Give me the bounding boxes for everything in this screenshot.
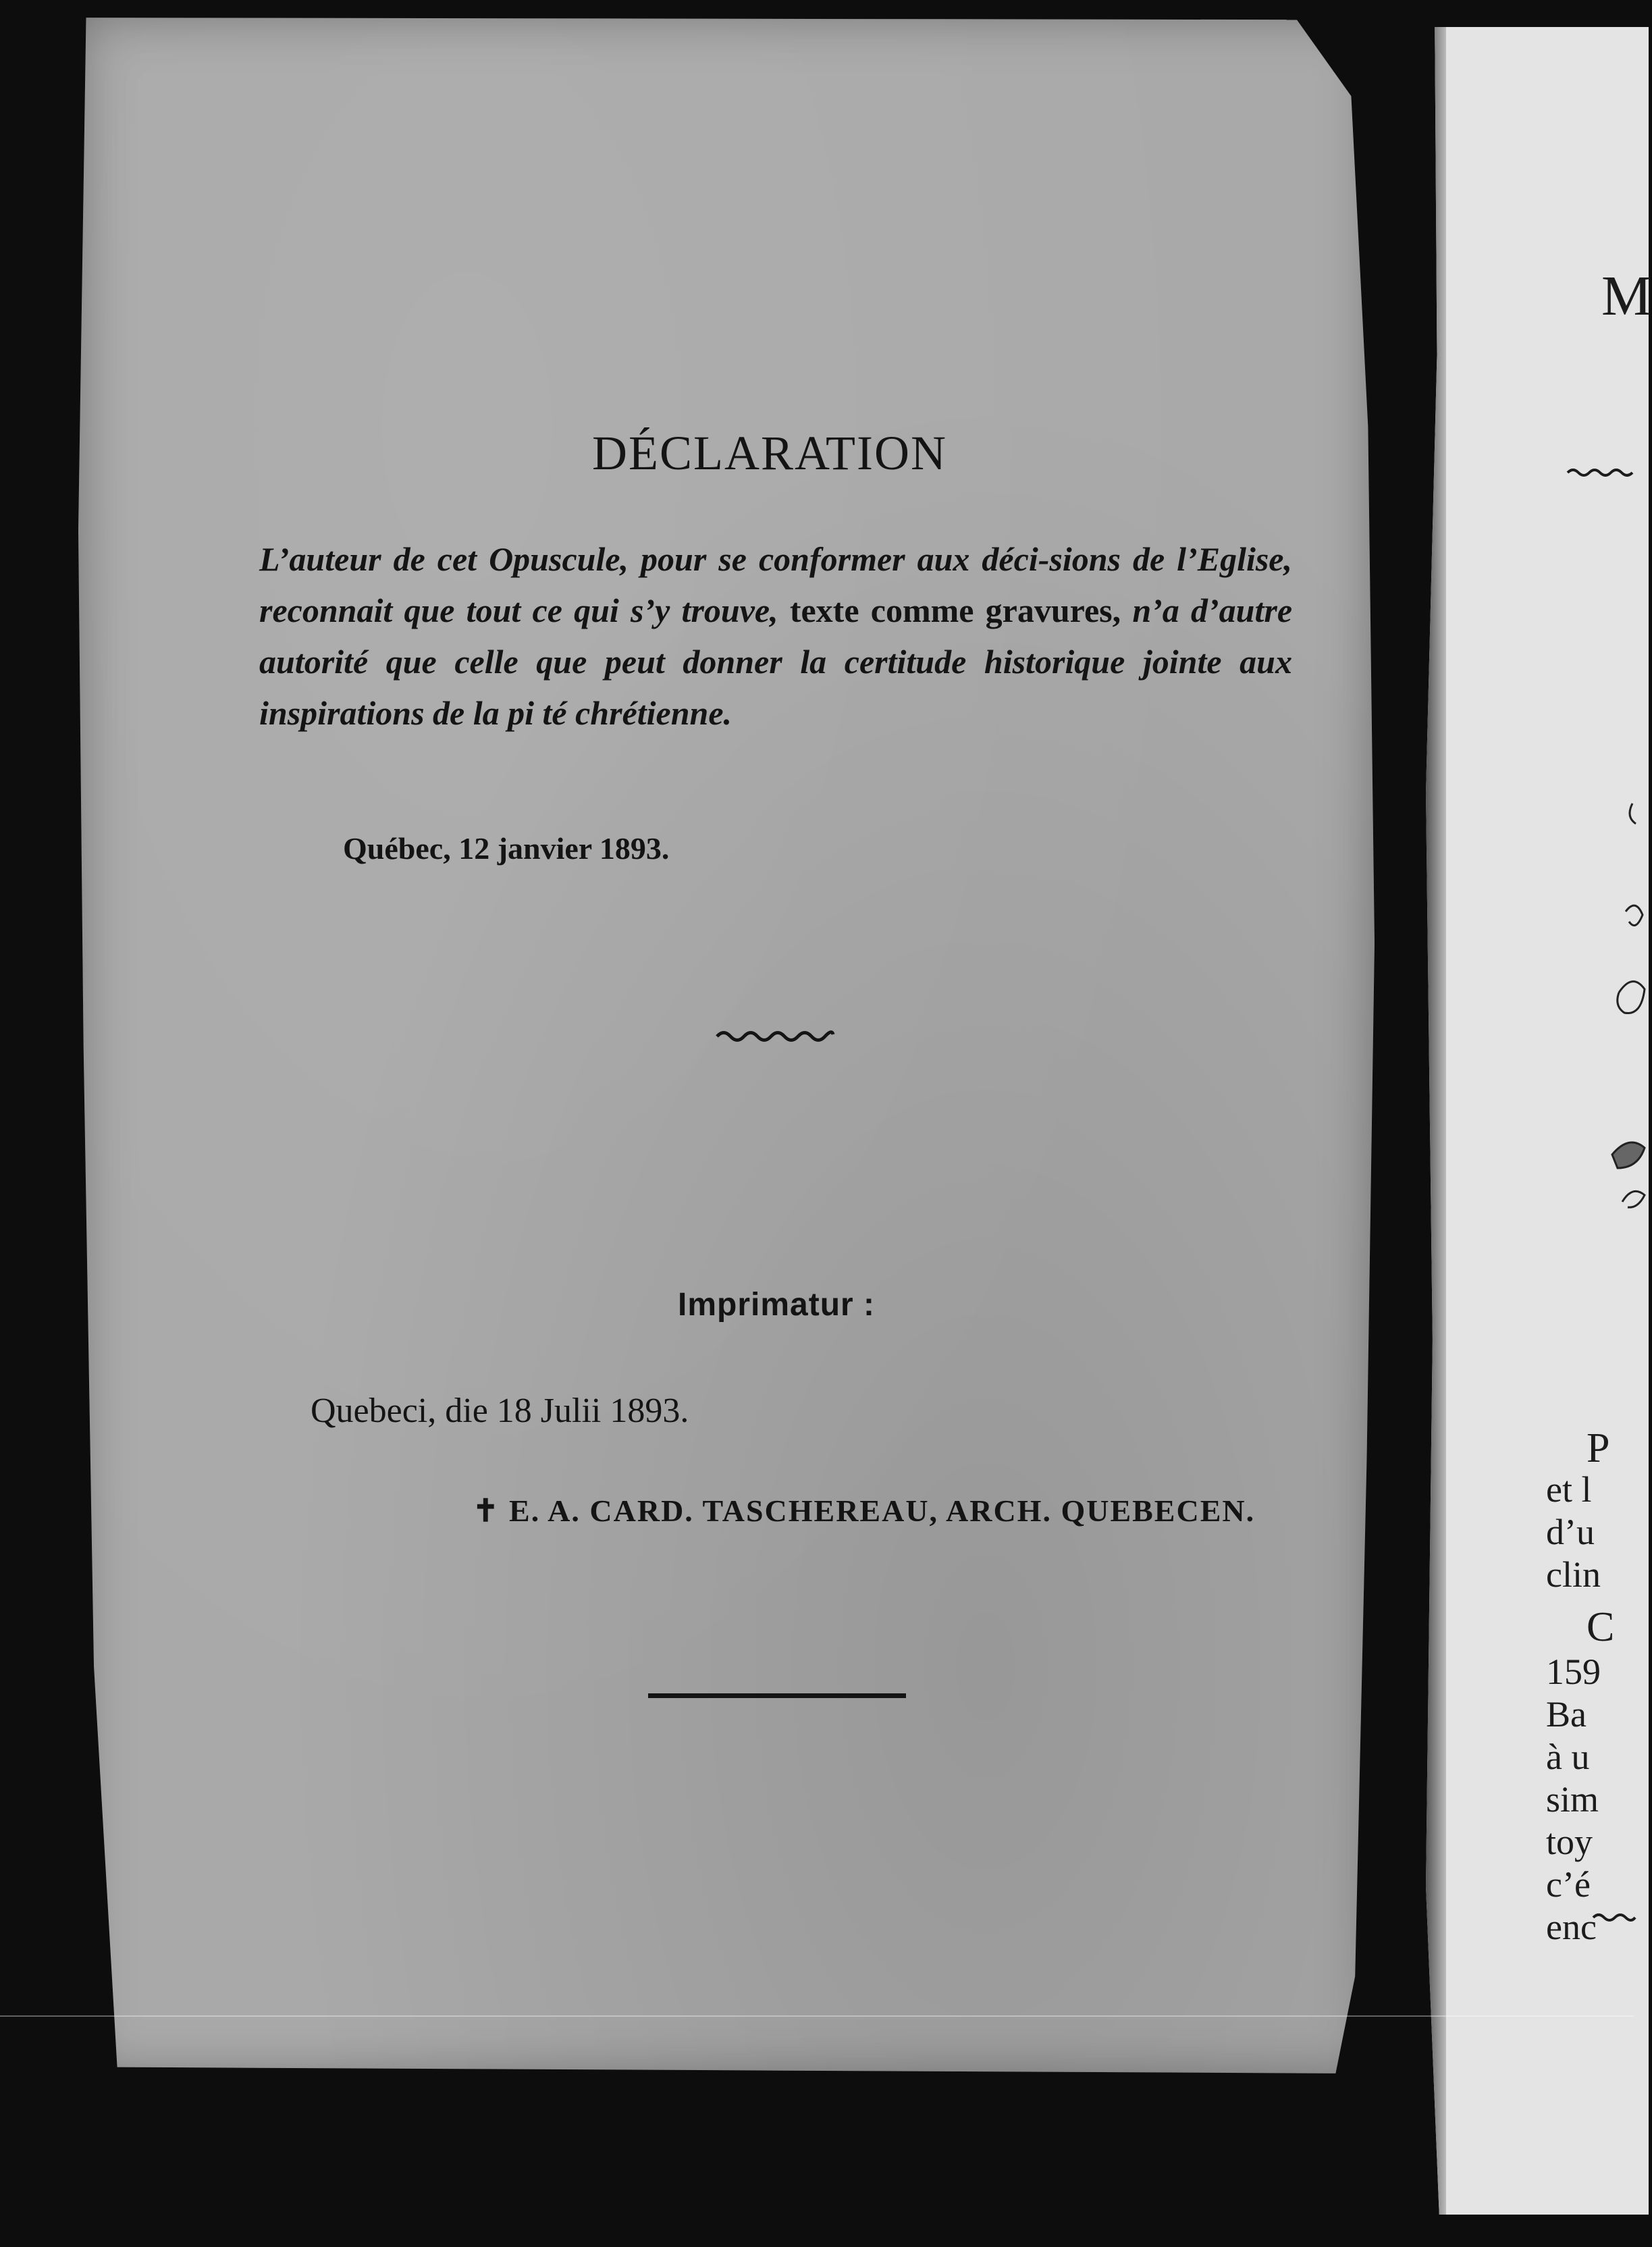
right-page-illustration-fragment (1605, 776, 1646, 1249)
fragment-line: Ba (1546, 1694, 1587, 1735)
declaration-text-part1: L’auteur de cet Opuscule, pour se conformer aux déci-sions de l’Eglise, reconnait que tout ce qui s’y trouve, (259, 540, 1292, 629)
fragment-line: et l (1546, 1469, 1592, 1510)
fragment-line: C (1587, 1604, 1615, 1650)
declaration-text-part3: n’a d’autre autorité que celle que peut donner la certitude historique jointe aux inspirations de la pi té chrétienne. (259, 591, 1293, 732)
imprimatur-label: Imprimatur : (677, 1287, 876, 1323)
declaration-date: Québec, 12 janvier 1893. (343, 831, 670, 866)
archbishop-signature: ✝ E. A. CARD. TASCHEREAU, ARCH. QUEBECEN. (473, 1493, 1256, 1528)
fragment-line: d’u (1546, 1512, 1595, 1552)
fragment-line: toy (1546, 1822, 1593, 1862)
fragment-line: P (1587, 1425, 1610, 1471)
scan-artifact-line (0, 2015, 1634, 2017)
left-page (78, 14, 1375, 2080)
page-edge-shadow (1426, 27, 1446, 2215)
declaration-heading: DÉCLARATION (592, 426, 947, 480)
right-page-wave-ornament-bottom (1593, 1911, 1635, 1924)
right-page-title-fragment: M (1601, 265, 1652, 327)
fragment-line: 159 (1546, 1651, 1601, 1692)
fragment-line: enc (1546, 1907, 1597, 1947)
fragment-line: clin (1546, 1554, 1601, 1595)
closing-rule (648, 1693, 906, 1698)
wave-ornament (716, 1026, 834, 1047)
imprimatur-date: Quebeci, die 18 Julii 1893. (311, 1392, 689, 1430)
right-page-wave-ornament (1568, 466, 1635, 479)
declaration-text-part2: texte comme gravures, (789, 591, 1121, 629)
declaration-paragraph (259, 533, 1292, 739)
fragment-line: à u (1546, 1737, 1590, 1777)
fragment-line: c’é (1546, 1864, 1591, 1905)
fragment-line: sim (1546, 1779, 1599, 1820)
